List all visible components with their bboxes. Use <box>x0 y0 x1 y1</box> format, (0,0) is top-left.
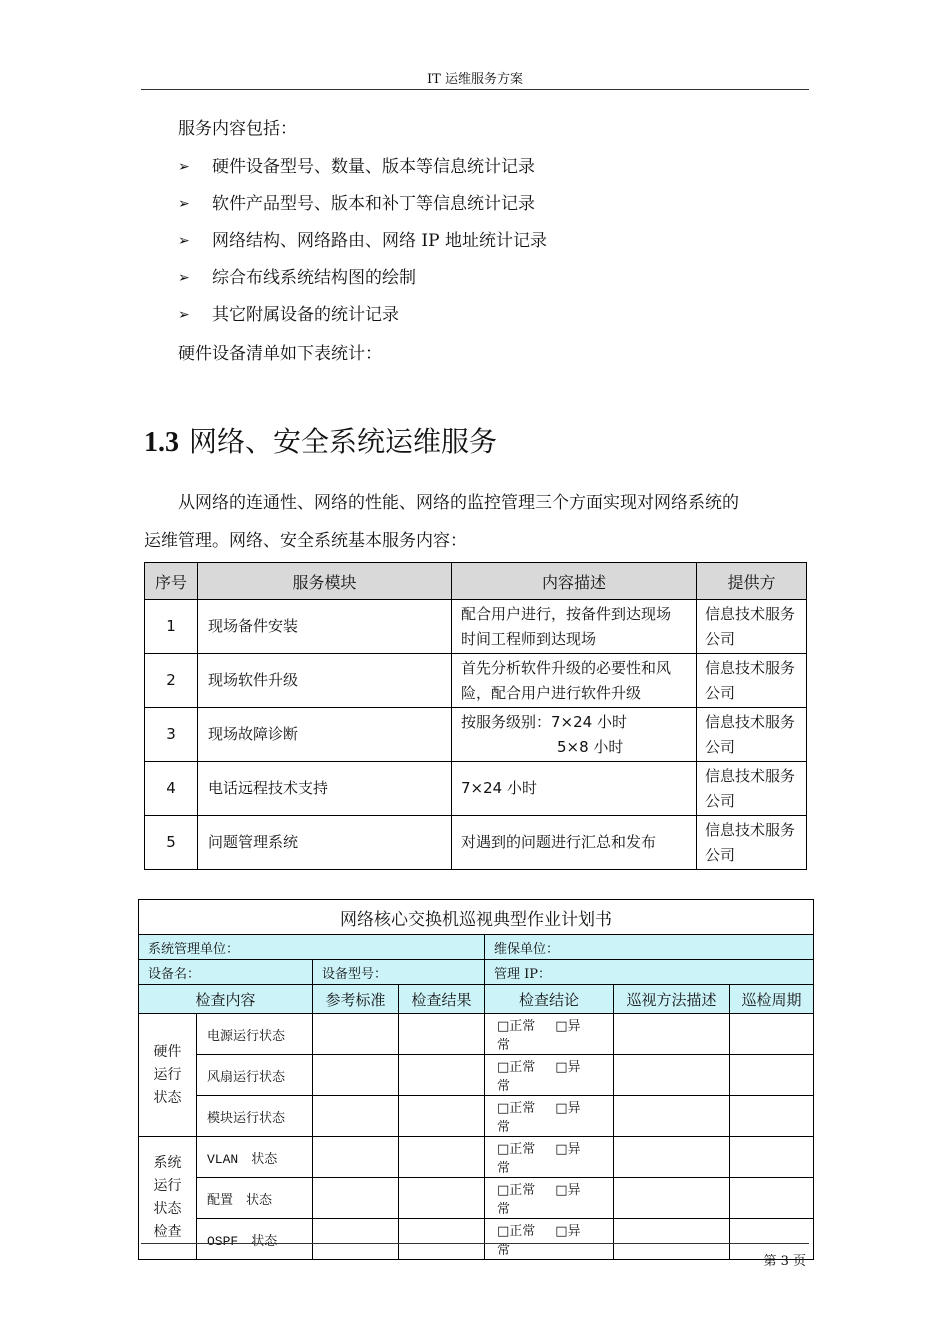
bullet-list <box>178 148 547 333</box>
cycle-cell[interactable] <box>730 1055 814 1096</box>
check-item: 风扇运行状态 <box>197 1055 313 1096</box>
normal-checkbox[interactable]: □正常 <box>497 1019 536 1034</box>
check-item: 配置 状态 <box>197 1178 313 1219</box>
list-item <box>178 148 547 185</box>
conclusion-cell <box>485 1055 614 1096</box>
check-item: OSPF 状态 <box>197 1219 313 1260</box>
row-description: 首先分析软件升级的必要性和风 险，配合用户进行软件升级 <box>452 654 697 708</box>
device-model-label: 设备型号： <box>313 960 485 985</box>
conclusion-cell <box>485 1137 614 1178</box>
abnormal-checkbox[interactable]: □异常 <box>497 1183 581 1217</box>
cycle-cell[interactable] <box>730 1096 814 1137</box>
table-row <box>145 816 807 870</box>
method-cell[interactable] <box>614 1178 730 1219</box>
row-description: 对遇到的问题进行汇总和发布 <box>452 816 697 870</box>
footer-rule <box>141 1243 809 1244</box>
reference-cell[interactable] <box>313 1096 399 1137</box>
list-item-text: 网络结构、网络路由、网络 IP 地址统计记录 <box>212 230 547 251</box>
column-header: 提供方 <box>697 563 807 600</box>
row-index: 3 <box>145 708 198 762</box>
table-row <box>145 600 807 654</box>
section-heading <box>144 420 497 460</box>
method-cell[interactable] <box>614 1137 730 1178</box>
table-row <box>145 762 807 816</box>
row-provider: 信息技术服务 公司 <box>697 600 807 654</box>
row-index: 2 <box>145 654 198 708</box>
list-item <box>178 259 547 296</box>
method-cell[interactable] <box>614 1014 730 1055</box>
result-cell[interactable] <box>399 1178 485 1219</box>
method-cell[interactable] <box>614 1055 730 1096</box>
management-ip-label: 管理 IP： <box>485 960 814 985</box>
table-row <box>145 708 807 762</box>
list-item-text: 软件产品型号、版本和补丁等信息统计记录 <box>212 193 535 214</box>
list-item-text: 硬件设备型号、数量、版本等信息统计记录 <box>212 156 535 177</box>
reference-cell[interactable] <box>313 1014 399 1055</box>
conclusion-cell <box>485 1178 614 1219</box>
result-cell[interactable] <box>399 1055 485 1096</box>
inspection-plan-table <box>138 899 814 1260</box>
abnormal-checkbox[interactable]: □异常 <box>497 1224 581 1258</box>
table-row <box>139 1137 814 1178</box>
column-header: 巡视方法描述 <box>614 985 730 1014</box>
conclusion-cell <box>485 1219 614 1260</box>
reference-cell[interactable] <box>313 1178 399 1219</box>
reference-cell[interactable] <box>313 1055 399 1096</box>
result-cell[interactable] <box>399 1219 485 1260</box>
page-number: 第 3 页 <box>763 1254 806 1269</box>
row-module: 问题管理系统 <box>198 816 452 870</box>
result-cell[interactable] <box>399 1014 485 1055</box>
arrow-bullet-icon: ➢ <box>178 232 190 249</box>
check-item: 模块运行状态 <box>197 1096 313 1137</box>
arrow-bullet-icon: ➢ <box>178 158 190 175</box>
table-row <box>145 654 807 708</box>
normal-checkbox[interactable]: □正常 <box>497 1142 536 1157</box>
group-label-hardware: 硬件 运行 状态 <box>139 1014 197 1137</box>
unit-label: 系统管理单位： <box>139 935 485 960</box>
page-header: IT 运维服务方案 <box>141 70 809 90</box>
arrow-bullet-icon: ➢ <box>178 269 190 286</box>
abnormal-checkbox[interactable]: □异常 <box>497 1019 581 1053</box>
table-row <box>139 1178 814 1219</box>
row-module: 现场故障诊断 <box>198 708 452 762</box>
row-description: 7×24 小时 <box>452 762 697 816</box>
method-cell[interactable] <box>614 1219 730 1260</box>
column-header: 服务模块 <box>198 563 452 600</box>
table-row <box>139 1055 814 1096</box>
row-index: 5 <box>145 816 198 870</box>
result-cell[interactable] <box>399 1137 485 1178</box>
section-title: 网络、安全系统运维服务 <box>189 425 498 458</box>
normal-checkbox[interactable]: □正常 <box>497 1224 536 1239</box>
abnormal-checkbox[interactable]: □异常 <box>497 1101 581 1135</box>
list-item <box>178 222 547 259</box>
row-module: 电话远程技术支持 <box>198 762 452 816</box>
reference-cell[interactable] <box>313 1219 399 1260</box>
column-header: 检查结果 <box>399 985 485 1014</box>
check-item: 电源运行状态 <box>197 1014 313 1055</box>
paragraph-line-1: 从网络的连通性、网络的性能、网络的监控管理三个方面实现对网络系统的 <box>178 493 739 513</box>
row-provider: 信息技术服务 公司 <box>697 654 807 708</box>
list-item-text: 综合布线系统结构图的绘制 <box>212 267 416 288</box>
arrow-bullet-icon: ➢ <box>178 306 190 323</box>
row-module: 现场软件升级 <box>198 654 452 708</box>
column-header: 巡检周期 <box>730 985 814 1014</box>
list-item <box>178 296 547 333</box>
intro-text: 服务内容包括： <box>178 119 297 139</box>
arrow-bullet-icon: ➢ <box>178 195 190 212</box>
paragraph-line-2: 运维管理。网络、安全系统基本服务内容： <box>144 531 467 551</box>
row-index: 4 <box>145 762 198 816</box>
cycle-cell[interactable] <box>730 1014 814 1055</box>
service-table <box>144 562 807 870</box>
plan-title: 网络核心交换机巡视典型作业计划书 <box>139 900 814 935</box>
column-header: 参考标准 <box>313 985 399 1014</box>
after-bullets-text: 硬件设备清单如下表统计： <box>178 344 382 364</box>
column-header: 序号 <box>145 563 198 600</box>
table-row <box>139 1219 814 1260</box>
list-item-text: 其它附属设备的统计记录 <box>212 304 399 325</box>
row-module: 现场备件安装 <box>198 600 452 654</box>
normal-checkbox[interactable]: □正常 <box>497 1101 536 1116</box>
row-provider: 信息技术服务 公司 <box>697 762 807 816</box>
maintenance-unit-label: 维保单位： <box>485 935 814 960</box>
cycle-cell[interactable] <box>730 1178 814 1219</box>
group-label-system: 系统 运行 状态 检查 <box>139 1137 197 1260</box>
device-name-label: 设备名： <box>139 960 313 985</box>
cycle-cell[interactable] <box>730 1137 814 1178</box>
method-cell[interactable] <box>614 1096 730 1137</box>
table-header-row <box>145 563 807 600</box>
row-provider: 信息技术服务 公司 <box>697 816 807 870</box>
check-item: VLAN 状态 <box>197 1137 313 1178</box>
row-index: 1 <box>145 600 198 654</box>
list-item <box>178 185 547 222</box>
reference-cell[interactable] <box>313 1137 399 1178</box>
conclusion-cell <box>485 1014 614 1055</box>
row-description: 配合用户进行，按备件到达现场 时间工程师到达现场 <box>452 600 697 654</box>
table-row <box>139 1096 814 1137</box>
column-header: 内容描述 <box>452 563 697 600</box>
normal-checkbox[interactable]: □正常 <box>497 1060 536 1075</box>
column-header: 检查内容 <box>139 985 313 1014</box>
column-header: 检查结论 <box>485 985 614 1014</box>
table-row <box>139 1014 814 1055</box>
result-cell[interactable] <box>399 1096 485 1137</box>
abnormal-checkbox[interactable]: □异常 <box>497 1142 581 1176</box>
section-number: 1.3 <box>144 427 179 458</box>
row-provider: 信息技术服务 公司 <box>697 708 807 762</box>
section-paragraph <box>144 484 808 560</box>
conclusion-cell <box>485 1096 614 1137</box>
abnormal-checkbox[interactable]: □异常 <box>497 1060 581 1094</box>
row-description: 按服务级别：7×24 小时 5×8 小时 <box>452 708 697 762</box>
normal-checkbox[interactable]: □正常 <box>497 1183 536 1198</box>
